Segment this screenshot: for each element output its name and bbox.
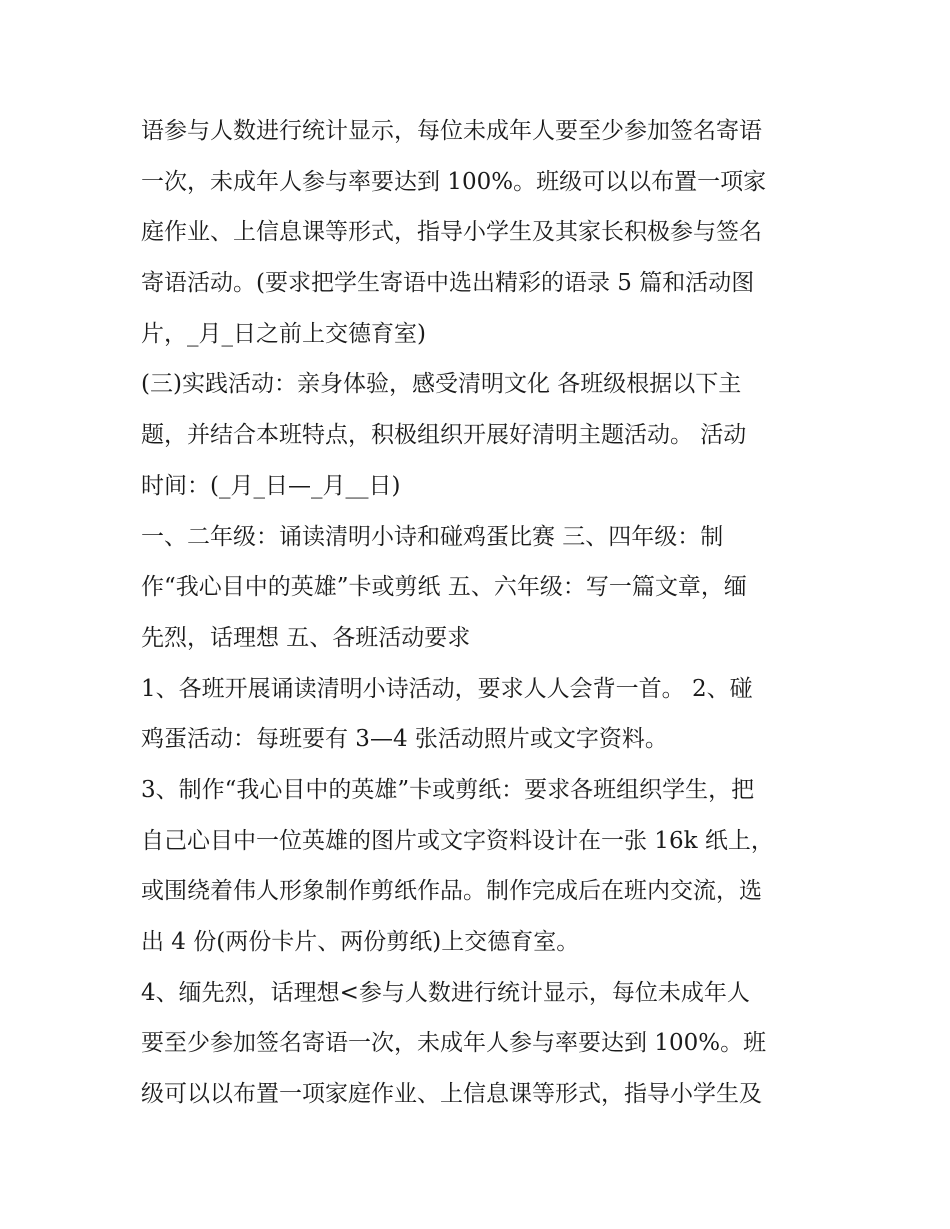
text-line: 时间：(_月_日—_月__日) xyxy=(141,472,401,499)
text-line: 或围绕着伟人形象制作剪纸作品。制作完成后在班内交流，选 xyxy=(141,878,762,905)
text-line: 一次，未成年人参与率要达到 100%。班级可以以布置一项家 xyxy=(141,168,767,195)
text-line: 先烈，话理想 五、各班活动要求 xyxy=(141,624,471,651)
text-line: 1、各班开展诵读清明小诗活动，要求人人会背一首。 2、碰 xyxy=(141,675,753,702)
text-line: 题，并结合本班特点，积极组织开展好清明主题活动。 活动 xyxy=(141,422,747,449)
text-line: (三)实践活动：亲身体验，感受清明文化 各班级根据以下主 xyxy=(141,371,742,398)
text-line: 语参与人数进行统计显示，每位未成年人要至少参加签名寄语 xyxy=(141,118,762,144)
text-line: 作“我心目中的英雄”卡或剪纸 五、六年级：写一篇文章，缅 xyxy=(141,574,747,601)
text-line: 寄语活动。(要求把学生寄语中选出精彩的语录 5 篇和活动图 xyxy=(141,270,755,297)
text-line: 3、制作“我心目中的英雄”卡或剪纸：要求各班组织学生，把 xyxy=(141,776,755,803)
text-line: 一、二年级：诵读清明小诗和碰鸡蛋比赛 三、四年级：制 xyxy=(141,523,724,550)
text-line: 级可以以布置一项家庭作业、上信息课等形式，指导小学生及 xyxy=(141,1081,762,1108)
text-line: 4、缅先烈，话理想<参与人数进行统计显示，每位未成年人 xyxy=(141,979,750,1006)
text-line: 庭作业、上信息课等形式，指导小学生及其家长积极参与签名 xyxy=(141,219,762,246)
text-line: 鸡蛋活动：每班要有 3—4 张活动照片或文字资料。 xyxy=(141,726,668,753)
text-line: 自己心目中一位英雄的图片或文字资料设计在一张 16k 纸上， xyxy=(141,827,774,854)
body-text xyxy=(141,106,821,1120)
text-line: 要至少参加签名寄语一次，未成年人参与率要达到 100%。班 xyxy=(141,1030,767,1057)
text-line: 出 4 份(两份卡片、两份剪纸)上交德育室。 xyxy=(141,929,580,955)
text-line: 片，_月_日之前上交德育室) xyxy=(141,320,426,347)
